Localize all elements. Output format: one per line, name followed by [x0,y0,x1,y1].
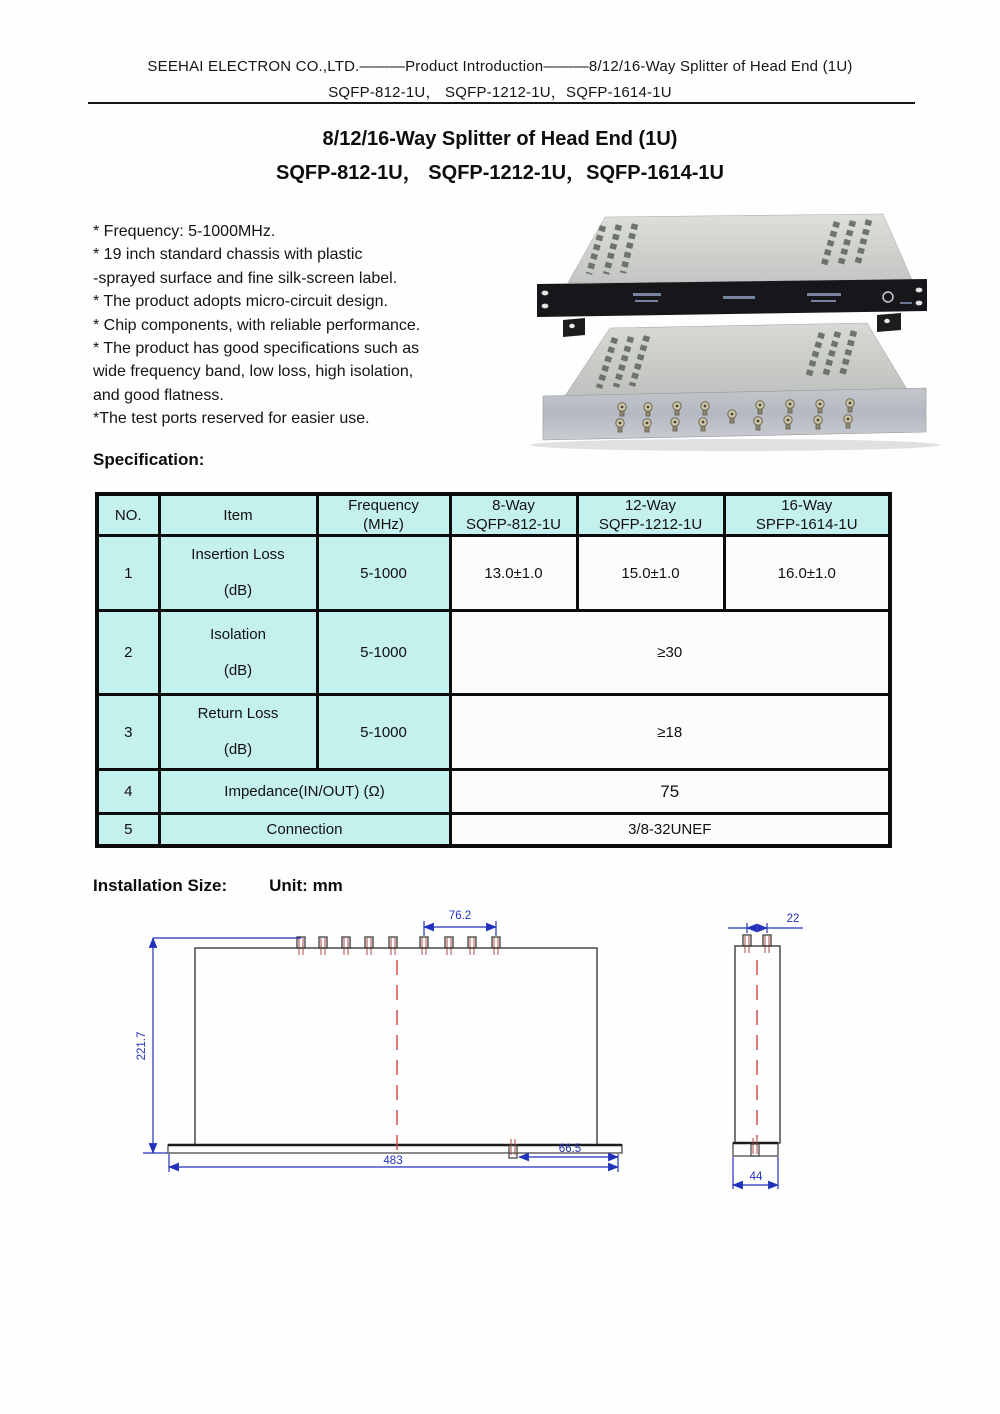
running-header-line2: SQFP-812-1U， SQFP-1212-1U，SQFP-1614-1U [328,84,672,101]
dim-label-offset: 66.5 [558,1143,582,1155]
item-cell: Insertion Loss (dB) [159,536,317,611]
item-cell: Isolation (dB) [159,611,317,695]
photo-shadow [530,439,940,451]
chassis-bottom-unit [530,313,940,451]
feature-line: * Chip components, with reliable performance. [93,316,421,334]
dim-label-side-width: 44 [749,1171,763,1183]
dim-label-width: 483 [383,1155,403,1167]
header-no: NO. [97,494,159,536]
chassis-top-unit [537,214,927,317]
table-row: 5 Connection 3/8-32UNEF [97,814,890,846]
unit-label: Unit: mm [269,876,343,895]
specification-table [95,492,892,848]
installation-heading: Installation Size: Unit: mm [93,876,343,895]
dim-label-side-pitch: 22 [786,913,800,925]
table-row: 3 Return Loss (dB) 5-1000 ≥18 [97,695,890,770]
side-view-drawing [728,913,803,1189]
installation-drawing [115,898,855,1213]
specification-heading: Specification: [93,450,205,469]
doc-title-line1: 8/12/16-Way Splitter of Head End (1U) [322,128,678,150]
doc-title-line2: SQFP-812-1U， SQFP-1212-1U，SQFP-1614-1U [276,162,724,184]
product-photo [515,192,980,458]
header-16way: 16-Way SPFP-1614-1U [724,494,890,536]
bottom-connector [751,1138,759,1156]
top-view-drawing [136,910,622,1172]
feature-line: * 19 inch standard chassis with plastic [93,246,363,264]
table-row: 2 Isolation (dB) 5-1000 ≥30 [97,611,890,695]
feature-line: *The test ports reserved for easier use. [93,410,370,428]
feature-line: -sprayed surface and fine silk-screen label. [93,269,398,287]
feature-line: wide frequency band, low loss, high isolation, [93,363,414,381]
table-row: 1 Insertion Loss (dB) 5-1000 13.0±1.0 15.0±1.0 16.0±1.0 [97,536,890,611]
table-row: 4 Impedance(IN/OUT) (Ω) 75 [97,770,890,814]
dim-depth [143,938,301,1153]
feature-line: * The product adopts micro-circuit design. [93,293,388,311]
feature-line: * Frequency: 5-1000MHz. [93,223,276,240]
table-header-row [97,494,890,536]
feature-line: and good flatness. [93,386,224,404]
running-header-line1: SEEHAI ELECTRON CO.,LTD.———Product Introduction———8/12/16-Way Splitter of Head End (1U) [147,58,853,75]
bottom-connector [509,1139,517,1158]
dim-76 [424,921,496,936]
header-8way: 8-Way SQFP-812-1U [450,494,577,536]
feature-list [93,220,523,431]
item-cell: Return Loss (dB) [159,695,317,770]
header-frequency: Frequency (MHz) [317,494,450,536]
header-divider [88,102,915,104]
dim-label-pitch: 76.2 [448,910,472,922]
feature-line: * The product has good specifications such as [93,340,420,358]
header-12way: 12-Way SQFP-1212-1U [577,494,724,536]
header-item: Item [159,494,317,536]
dim-label-depth: 221.7 [136,1031,148,1061]
